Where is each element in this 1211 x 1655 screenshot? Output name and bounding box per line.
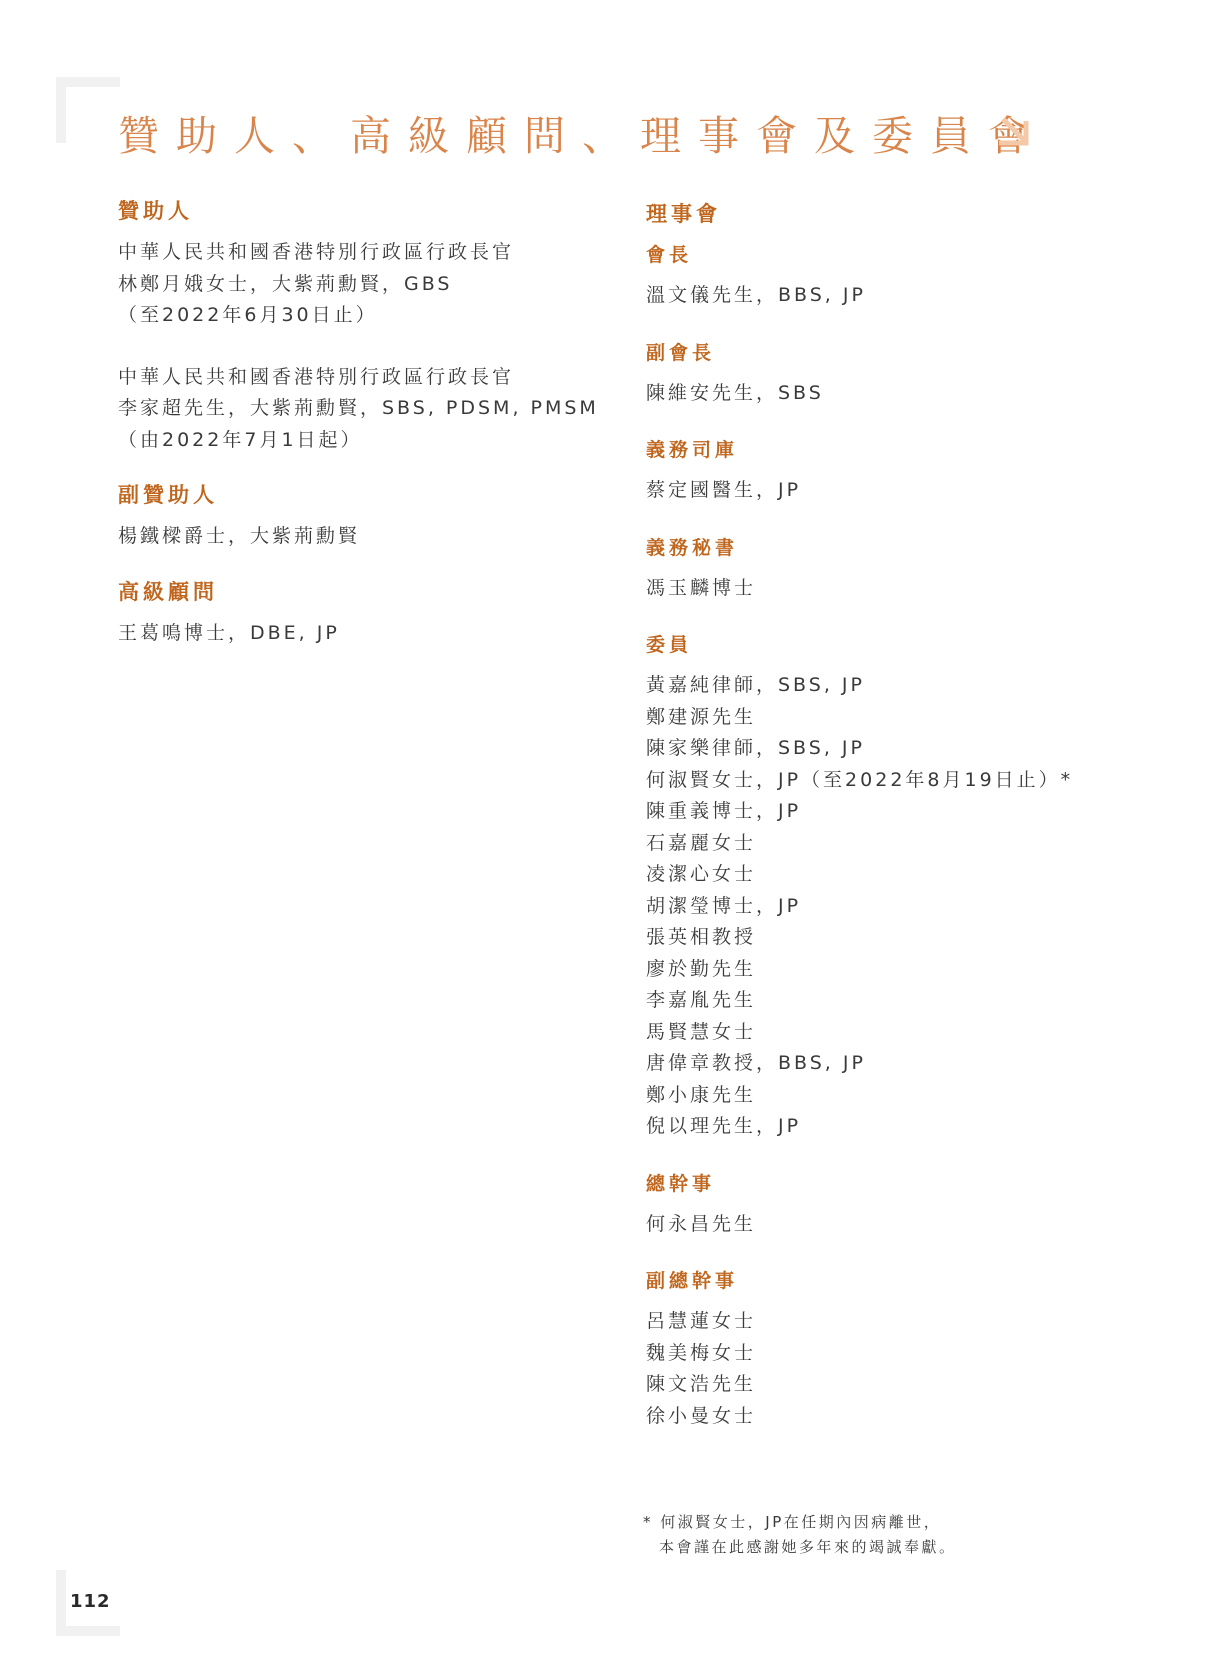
right-column <box>646 201 1166 1461</box>
corner-bracket-bottom-left-bar <box>56 1626 120 1636</box>
member-line: 唐偉章教授，BBS, JP <box>646 1052 866 1074</box>
group-heading: 總幹事 <box>646 1172 716 1195</box>
corner-arrow-icon <box>995 113 1033 149</box>
council-group <box>646 438 1166 507</box>
member-line: 馮玉麟博士 <box>646 576 757 599</box>
member-line: 陳文浩先生 <box>646 1373 757 1395</box>
left-column <box>118 198 618 675</box>
patron-line: （至2022年6月30日止） <box>118 304 378 326</box>
member-line: 石嘉麗女士 <box>646 831 757 854</box>
group-heading: 副會長 <box>646 341 716 364</box>
corner-bracket-top-left-bar <box>56 77 120 87</box>
member-line: 馬賢慧女士 <box>646 1020 757 1043</box>
member-line: 凌潔心女士 <box>646 863 757 885</box>
council-group <box>646 633 1166 1143</box>
council-group <box>646 341 1166 410</box>
member-line: 黃嘉純律師，SBS, JP <box>646 674 865 696</box>
group-heading: 義務司庫 <box>646 439 739 461</box>
senior-advisor-line: 王葛鳴博士，DBE, JP <box>118 621 340 644</box>
member-line: 蔡定國醫生，JP <box>646 479 802 501</box>
patron-line: 林鄭月娥女士，大紫荊勳賢，GBS <box>118 272 453 295</box>
group-heading: 副總幹事 <box>646 1270 739 1292</box>
council-group <box>646 243 1166 312</box>
patron-section <box>118 198 618 456</box>
member-line: 李嘉胤先生 <box>646 989 757 1011</box>
patron-line: （由2022年7月1日起） <box>118 428 363 451</box>
group-heading: 義務秘書 <box>646 536 739 559</box>
senior-advisor-heading: 高級顧問 <box>118 579 218 604</box>
vice-patron-heading: 副贊助人 <box>118 483 218 507</box>
member-line: 呂慧蓮女士 <box>646 1310 757 1332</box>
vice-patron-section <box>118 482 618 553</box>
member-line: 陳重義博士，JP <box>646 800 802 822</box>
patron-line: 中華人民共和國香港特別行政區行政長官 <box>118 241 515 263</box>
member-line: 倪以理先生，JP <box>646 1115 802 1137</box>
council-group <box>646 1172 1166 1241</box>
member-line: 陳維安先生，SBS <box>646 381 824 404</box>
vice-patron-line: 楊鐵樑爵士，大紫荊勳賢 <box>118 525 361 547</box>
member-line: 魏美梅女士 <box>646 1341 757 1364</box>
group-heading: 委員 <box>646 634 693 656</box>
member-line: 溫文儀先生，BBS, JP <box>646 284 866 306</box>
group-heading: 會長 <box>646 244 693 266</box>
member-line: 廖於勤先生 <box>646 957 757 980</box>
footnote-line: 本會謹在此感謝她多年來的竭誠奉獻。 <box>659 1538 957 1556</box>
patron-heading: 贊助人 <box>118 199 193 223</box>
council-heading: 理事會 <box>646 202 721 226</box>
council-group <box>646 1269 1166 1432</box>
council-groups <box>646 243 1166 1432</box>
member-line: 陳家樂律師，SBS, JP <box>646 737 865 759</box>
council-group <box>646 536 1166 605</box>
patron-line: 中華人民共和國香港特別行政區行政長官 <box>118 365 515 388</box>
member-line: 何淑賢女士，JP（至2022年8月19日止）* <box>646 768 1074 791</box>
member-line: 鄭小康先生 <box>646 1083 757 1106</box>
page-title: 贊助人、高級顧問、理事會及委員會 <box>118 112 1046 160</box>
patron-line: 李家超先生，大紫荊勳賢，SBS, PDSM, PMSM <box>118 397 599 419</box>
member-line: 張英相教授 <box>646 926 757 948</box>
footnote <box>643 1510 957 1560</box>
senior-advisor-section <box>118 579 618 650</box>
member-line: 何永昌先生 <box>646 1212 757 1235</box>
member-line: 鄭建源先生 <box>646 705 757 728</box>
page-number: 112 <box>70 1591 111 1612</box>
member-line: 胡潔瑩博士，JP <box>646 894 802 917</box>
footnote-line: * 何淑賢女士，JP在任期內因病離世， <box>643 1513 942 1531</box>
member-line: 徐小曼女士 <box>646 1404 757 1427</box>
